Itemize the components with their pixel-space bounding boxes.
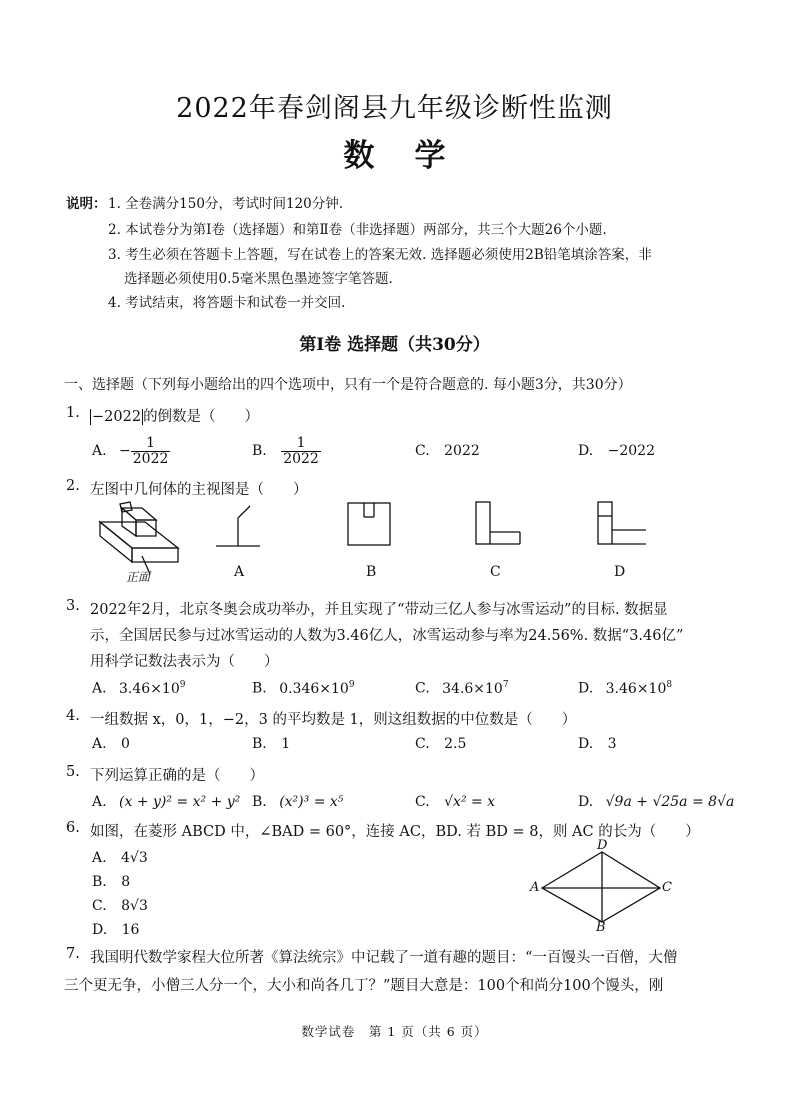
- q7-number: 7.: [66, 946, 80, 962]
- q5-option-c: [415, 794, 495, 810]
- q5-number: 5.: [66, 764, 80, 780]
- q1-option-a-sign: −: [119, 443, 131, 460]
- q3-option-d-exponent: 8: [666, 680, 673, 690]
- exam-title: 2022年春剑阁县九年级诊断性监测: [176, 93, 613, 124]
- q2-solid-base-front: [132, 548, 178, 562]
- q3-line-2: 示，全国居民参与过冰雪运动的人数为3.46亿人，冰雪运动参与率为24.56%. 数据“3.46亿”: [90, 628, 684, 644]
- q2-stem: 左图中几何体的主视图是（ ）: [90, 482, 308, 498]
- q6-vertex-a: A: [530, 880, 540, 895]
- instruction-3: 3. 考生必须在答题卡上答题，写在试卷上的答案无效. 选择题必须使用2B铅笔填涂答案，非: [108, 247, 652, 263]
- q3-option-c-exponent: 7: [502, 680, 509, 690]
- instructions-label: 说明：: [66, 196, 107, 212]
- q3-option-d-base: 3.46×10: [605, 680, 667, 697]
- q2-option-c-figure: [476, 502, 526, 548]
- q1-option-a-fraction: [131, 436, 171, 466]
- q5-option-a-value: (x + y)² = x² + y²: [119, 794, 241, 810]
- q5-option-a-label: A.: [92, 794, 107, 810]
- q2-option-c-label: C: [490, 564, 501, 580]
- q2-solid-upper-top: [122, 508, 156, 520]
- q5-option-c-label: C.: [415, 794, 430, 810]
- q1-option-a: [92, 436, 170, 466]
- q7-line-2: 三个更无争，小僧三人分一个，大小和尚各几丁？”题目大意是：100个和尚分100个馒头，刚: [64, 978, 664, 994]
- q2-front-label: 正面: [126, 570, 151, 584]
- q2-option-b-figure: [348, 503, 394, 549]
- q3-option-d: [578, 680, 672, 697]
- q5-option-c-value: √x² = x: [444, 794, 496, 810]
- q6-option-c: [92, 898, 148, 914]
- q3-line-3: 用科学记数法表示为（ ）: [90, 654, 279, 670]
- instruction-4: 4. 考试结束，将答题卡和试卷一并交回.: [108, 295, 346, 311]
- q5-option-d-label: D.: [578, 794, 594, 810]
- q2-option-d-figure: [598, 502, 652, 548]
- q6-vertex-b: B: [596, 920, 606, 935]
- q1-option-c-value: 2022: [444, 443, 480, 459]
- q6-rhombus-outline: [542, 852, 660, 922]
- q1-option-a-numerator: 1: [131, 436, 171, 452]
- q1-option-a-denominator: 2022: [132, 450, 169, 467]
- q2-solid-base-left: [100, 522, 132, 562]
- q6-option-d: [92, 922, 139, 938]
- q4-option-d-value: 3: [607, 736, 617, 752]
- instruction-2: 2. 本试卷分为第Ⅰ卷（选择题）和第Ⅱ卷（非选择题）两部分，共三个大题26个小题.: [108, 222, 607, 238]
- instruction-1: 1. 全卷满分150分，考试时间120分钟.: [108, 196, 343, 212]
- q6-vertex-d: D: [597, 838, 608, 853]
- q3-option-a-label: A.: [92, 680, 107, 697]
- q3-number: 3.: [66, 598, 80, 614]
- q3-option-b-exponent: 9: [348, 680, 355, 690]
- q1-abs-expression: −2022: [92, 409, 142, 425]
- q4-option-a-label: A.: [92, 736, 107, 752]
- q5-stem: 下列运算正确的是（ ）: [90, 768, 264, 784]
- q6-rhombus-figure: [540, 848, 660, 926]
- q3-option-c-base: 34.6×10: [442, 680, 503, 697]
- q1-option-b-label: B.: [252, 443, 267, 460]
- q1-option-d-label: D.: [578, 443, 594, 459]
- q5-option-b-label: B.: [252, 794, 267, 810]
- q6-option-c-label: C.: [92, 898, 107, 914]
- q1-option-d: [578, 443, 655, 459]
- q6-option-a-label: A.: [92, 850, 107, 866]
- q7-line-1: 我国明代数学家程大位所著《算法统宗》中记载了一道有趣的题目：“一百馒头一百僧，大僧: [90, 950, 678, 966]
- q3-option-c: [415, 680, 509, 697]
- q6-option-a-value: 4√3: [121, 850, 148, 866]
- q6-option-c-value: 8√3: [121, 898, 148, 914]
- part1-heading: 一、选择题（下列每小题给出的四个选项中，只有一个是符合题意的. 每小题3分，共30分）: [64, 377, 632, 393]
- q2-option-b-label: B: [366, 564, 377, 580]
- q2-number: 2.: [66, 478, 80, 494]
- q4-option-b-label: B.: [252, 736, 267, 752]
- q4-option-c-label: C.: [415, 736, 430, 752]
- q1-option-b: [252, 436, 321, 466]
- q6-option-d-value: 16: [121, 922, 140, 938]
- q5-option-b: [252, 794, 343, 810]
- q4-option-c-value: 2.5: [444, 736, 467, 752]
- q4-option-b-value: 1: [281, 736, 291, 752]
- q3-option-a: [92, 680, 185, 697]
- q6-option-b-value: 8: [121, 874, 131, 890]
- q1-option-c: [415, 443, 480, 459]
- q1-option-b-denominator: 2022: [283, 450, 319, 467]
- q4-number: 4.: [66, 708, 80, 724]
- q2-option-d-label: D: [614, 564, 626, 580]
- q5-option-a: [92, 794, 240, 810]
- q6-vertex-c: C: [662, 880, 672, 895]
- q3-option-b-base: 0.346×10: [279, 680, 349, 697]
- q1-stem: [90, 405, 259, 426]
- q3-line-1: 2022年2月，北京冬奥会成功举办，并且实现了“带动三亿人参与冰雪运动”的目标. 数据显: [90, 602, 668, 618]
- q4-option-b: [252, 736, 290, 752]
- q5-option-b-value: (x²)³ = x⁵: [279, 794, 344, 810]
- subject-title: 数学: [343, 138, 486, 174]
- q6-stem: 如图，在菱形 ABCD 中，∠BAD = 60°，连接 AC，BD. 若 BD = 8，则 AC 的长为（ ）: [90, 824, 700, 840]
- page-footer: 数学试卷 第 1 页（共 6 页）: [301, 1024, 488, 1039]
- q4-option-c: [415, 736, 466, 752]
- q3-option-c-label: C.: [415, 680, 430, 697]
- q1-option-d-value: −2022: [607, 443, 655, 459]
- q6-option-d-label: D.: [92, 922, 108, 938]
- q3-option-b: [252, 680, 355, 697]
- q5-option-d-value: √9a + √25a = 8√a: [605, 794, 735, 810]
- q4-option-a: [92, 736, 130, 752]
- q1-option-a-label: A.: [92, 443, 107, 460]
- q4-option-d: [578, 736, 617, 752]
- q6-number: 6.: [66, 820, 80, 836]
- q3-option-d-label: D.: [578, 680, 594, 697]
- q2-option-a-label: A: [234, 564, 245, 580]
- q1-number: 1.: [66, 405, 80, 421]
- q1-stem-text: 的倒数是（ ）: [143, 409, 260, 425]
- q4-stem: 一组数据 x，0，1，−2，3 的平均数是 1，则这组数据的中位数是（ ）: [90, 712, 577, 728]
- instruction-3-cont: 选择题必须使用0.5毫米黑色墨迹签字笔答题.: [124, 271, 393, 287]
- q3-option-a-base: 3.46×10: [119, 680, 180, 697]
- q4-option-d-label: D.: [578, 736, 594, 752]
- q6-option-b: [92, 874, 130, 890]
- q1-option-b-numerator: 1: [281, 436, 321, 452]
- q6-option-b-label: B.: [92, 874, 107, 890]
- q4-option-a-value: 0: [121, 736, 130, 752]
- q1-option-c-label: C.: [415, 443, 430, 459]
- section-title: 第Ⅰ卷 选择题（共30分）: [299, 335, 490, 355]
- q2-option-a-figure: [216, 506, 266, 550]
- q5-option-d: [578, 794, 734, 810]
- q1-option-b-fraction: [281, 436, 321, 466]
- q3-option-a-exponent: 9: [179, 680, 186, 690]
- q6-option-a: [92, 850, 148, 866]
- q2-solid-base-top: [100, 522, 178, 548]
- q3-option-b-label: B.: [252, 680, 267, 697]
